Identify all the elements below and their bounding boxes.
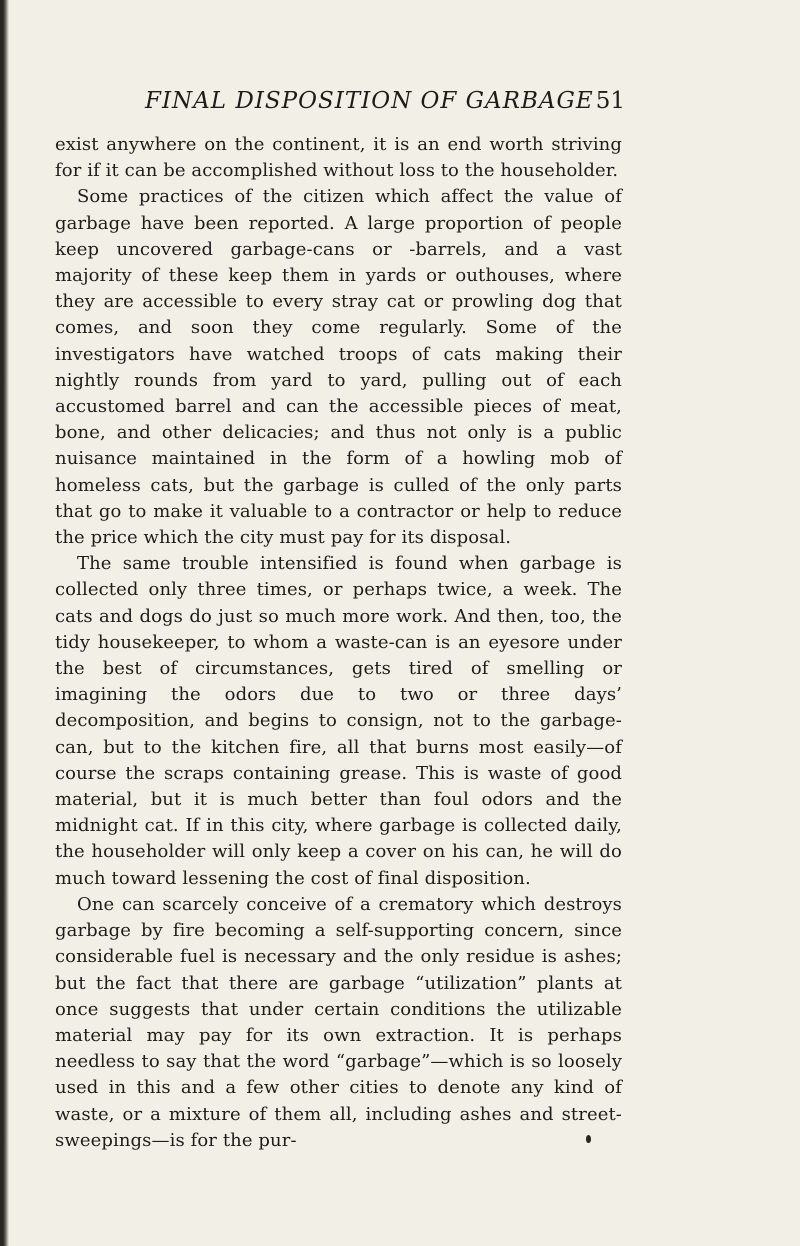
paragraph-crematory: One can scarcely conceive of a crematory which destroys garbage by fire becoming a self-supporting concern, since considerable fuel is necessary and the only residue is ashes; but the fact that there are garbage “utilization” plants at once suggests that under certain conditions the utilizable material may pay for its own extraction. It is perhaps needless to say that the word “garbage”—which is so loosely used in this and a few other cities to denote any kind of waste, or a mixture of them all, including ashes and street-sweepings—is for the pur-: [55, 893, 622, 1151]
paragraph-continuation: exist anywhere on the continent, it is an end worth striving for if it can be accomplished without loss to the householder.: [55, 134, 622, 182]
ink-mark: [586, 1135, 591, 1143]
page-binding-edge: [0, 0, 9, 1246]
paragraph-citizen-practices: Some practices of the citizen which affect the value of garbage have been reported. A large proportion of people keep uncovered garbage-cans or -barrels, and a vast majority of these keep them in yards or outhouses, where they are accessible to every stray cat or prowling dog that comes, and soon they come regularly. Some of the investigators have watched troops of cats making their nightly rounds from yard to yard, pulling out of each accustomed barrel and can the accessible pieces of meat, bone, and other delicacies; and thus not only is a public nuisance maintained in the form of a howling mob of homeless cats, but the garbage is culled of the only parts that go to make it valuable to a contractor or help to reduce the price which the city must pay for its disposal.: [55, 186, 622, 549]
page-header: [145, 88, 625, 120]
body-text: [55, 132, 622, 1154]
paragraph-collection-frequency: The same trouble intensified is found when garbage is collected only three times, or perhaps twice, a week. The cats and dogs do just so much more work. And then, too, the tidy housekeeper, to whom a waste-can is an eyesore under the best of circumstances, gets tired of smelling or imagining the odors due to two or three days’ decomposition, and begins to consign, not to the garbage-can, but to the kitchen fire, all that burns most easily—of course the scraps containing grease. This is waste of good material, but it is much better than foul odors and the midnight cat. If in this city, where garbage is collected daily, the householder will only keep a cover on his can, he will do much toward lessening the cost of final disposition.: [55, 553, 622, 889]
running-title: FINAL DISPOSITION OF GARBAGE: [145, 88, 594, 114]
page-number: 51: [595, 88, 625, 114]
